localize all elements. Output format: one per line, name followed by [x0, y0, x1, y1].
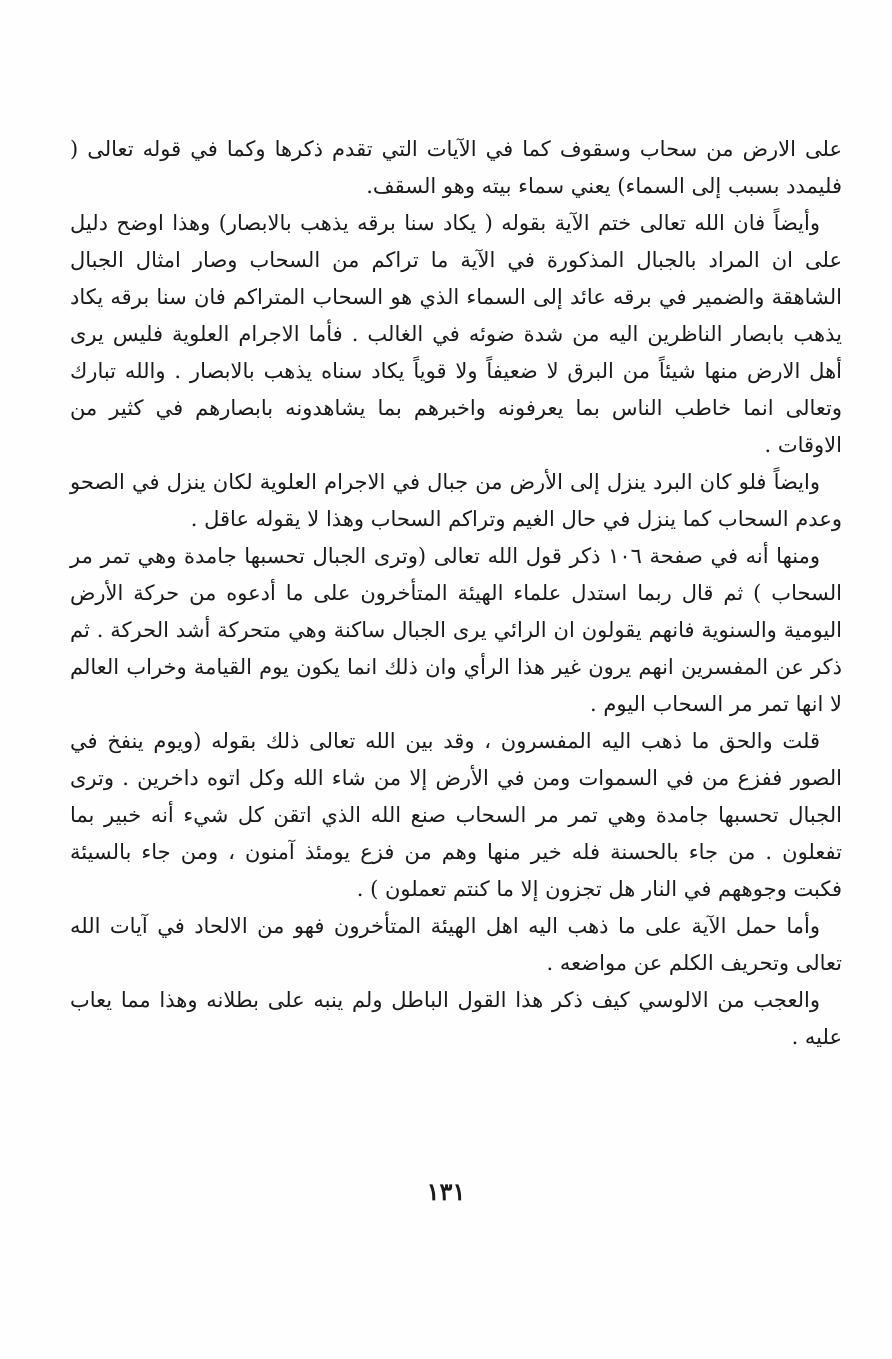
- paragraph-7: والعجب من الالوسي كيف ذكر هذا القول الباطل ولم ينبه على بطلانه وهذا مما يعاب عليه .: [70, 988, 842, 1049]
- paragraph-3: وايضاً فلو كان البرد ينزل إلى الأرض من جبال في الاجرام العلوية لكان ينزل في الصحو وعدم السحاب كما ينزل في حال الغيم وتراكم السحاب وهذا لا يقوله عاقل .: [70, 470, 842, 531]
- paragraph-5: قلت والحق ما ذهب اليه المفسرون ، وقد بين الله تعالى ذلك بقوله (ويوم ينفخ في الصور ففزع من في السموات ومن في الأرض إلا من شاء الله وكل اتوه داخرين . وترى الجبال تحسبها جامدة وهي تمر مر السحاب صنع الله الذي اتقن كل شيء أنه خبير بما تفعلون . من جاء بالحسنة فله خير منها وهم من فزع يومئذ آمنون ، ومن جاء بالسيئة فكبت وجوههم في النار هل تجزون إلا ما كنتم تعملون ) .: [70, 729, 842, 901]
- paragraph-4: ومنها أنه في صفحة ١٠٦ ذكر قول الله تعالى (وترى الجبال تحسبها جامدة وهي تمر مر السحاب ) ثم قال ربما استدل علماء الهيئة المتأخرون على ما أدعوه من حركة الأرض اليومية والسنوية فانهم يقولون ان الرائي يرى الجبال ساكنة وهي متحركة أشد الحركة . ثم ذكر عن المفسرين انهم يرون غير هذا الرأي وان ذلك انما يكون يوم القيامة وخراب العالم لا انها تمر مر السحاب اليوم .: [70, 544, 842, 716]
- paragraph-1: على الارض من سحاب وسقوف كما في الآيات التي تقدم ذكرها وكما في قوله تعالى ( فليمدد بسبب إلى السماء) يعني سماء بيته وهو السقف.: [70, 137, 842, 198]
- paragraph-6: وأما حمل الآية على ما ذهب اليه اهل الهيئة المتأخرون فهو من الالحاد في آيات الله تعالى وتحريف الكلم عن مواضعه .: [70, 914, 842, 975]
- body-text: [70, 131, 842, 1056]
- paragraph-2: وأيضاً فان الله تعالى ختم الآية بقوله ( يكاد سنا برقه يذهب بالابصار) وهذا اوضح دليل على ان المراد بالجبال المذكورة في الآية ما تراكم من السحاب وصار امثال الجبال الشاهقة والضمير في برقه عائد إلى السماء الذي هو السحاب المتراكم فان سنا برقه يكاد يذهب بابصار الناظرين اليه من شدة ضوئه في الغالب . فأما الاجرام العلوية فليس يرى أهل الارض منها شيئاً من البرق لا ضعيفاً ولا قوياً يكاد سناه يذهب بالابصار . والله تبارك وتعالى انما خاطب الناس بما يعرفونه واخبرهم بما يشاهدونه بابصارهم في كثير من الاوقات .: [70, 211, 842, 457]
- page-number: ١٣١: [426, 1177, 466, 1206]
